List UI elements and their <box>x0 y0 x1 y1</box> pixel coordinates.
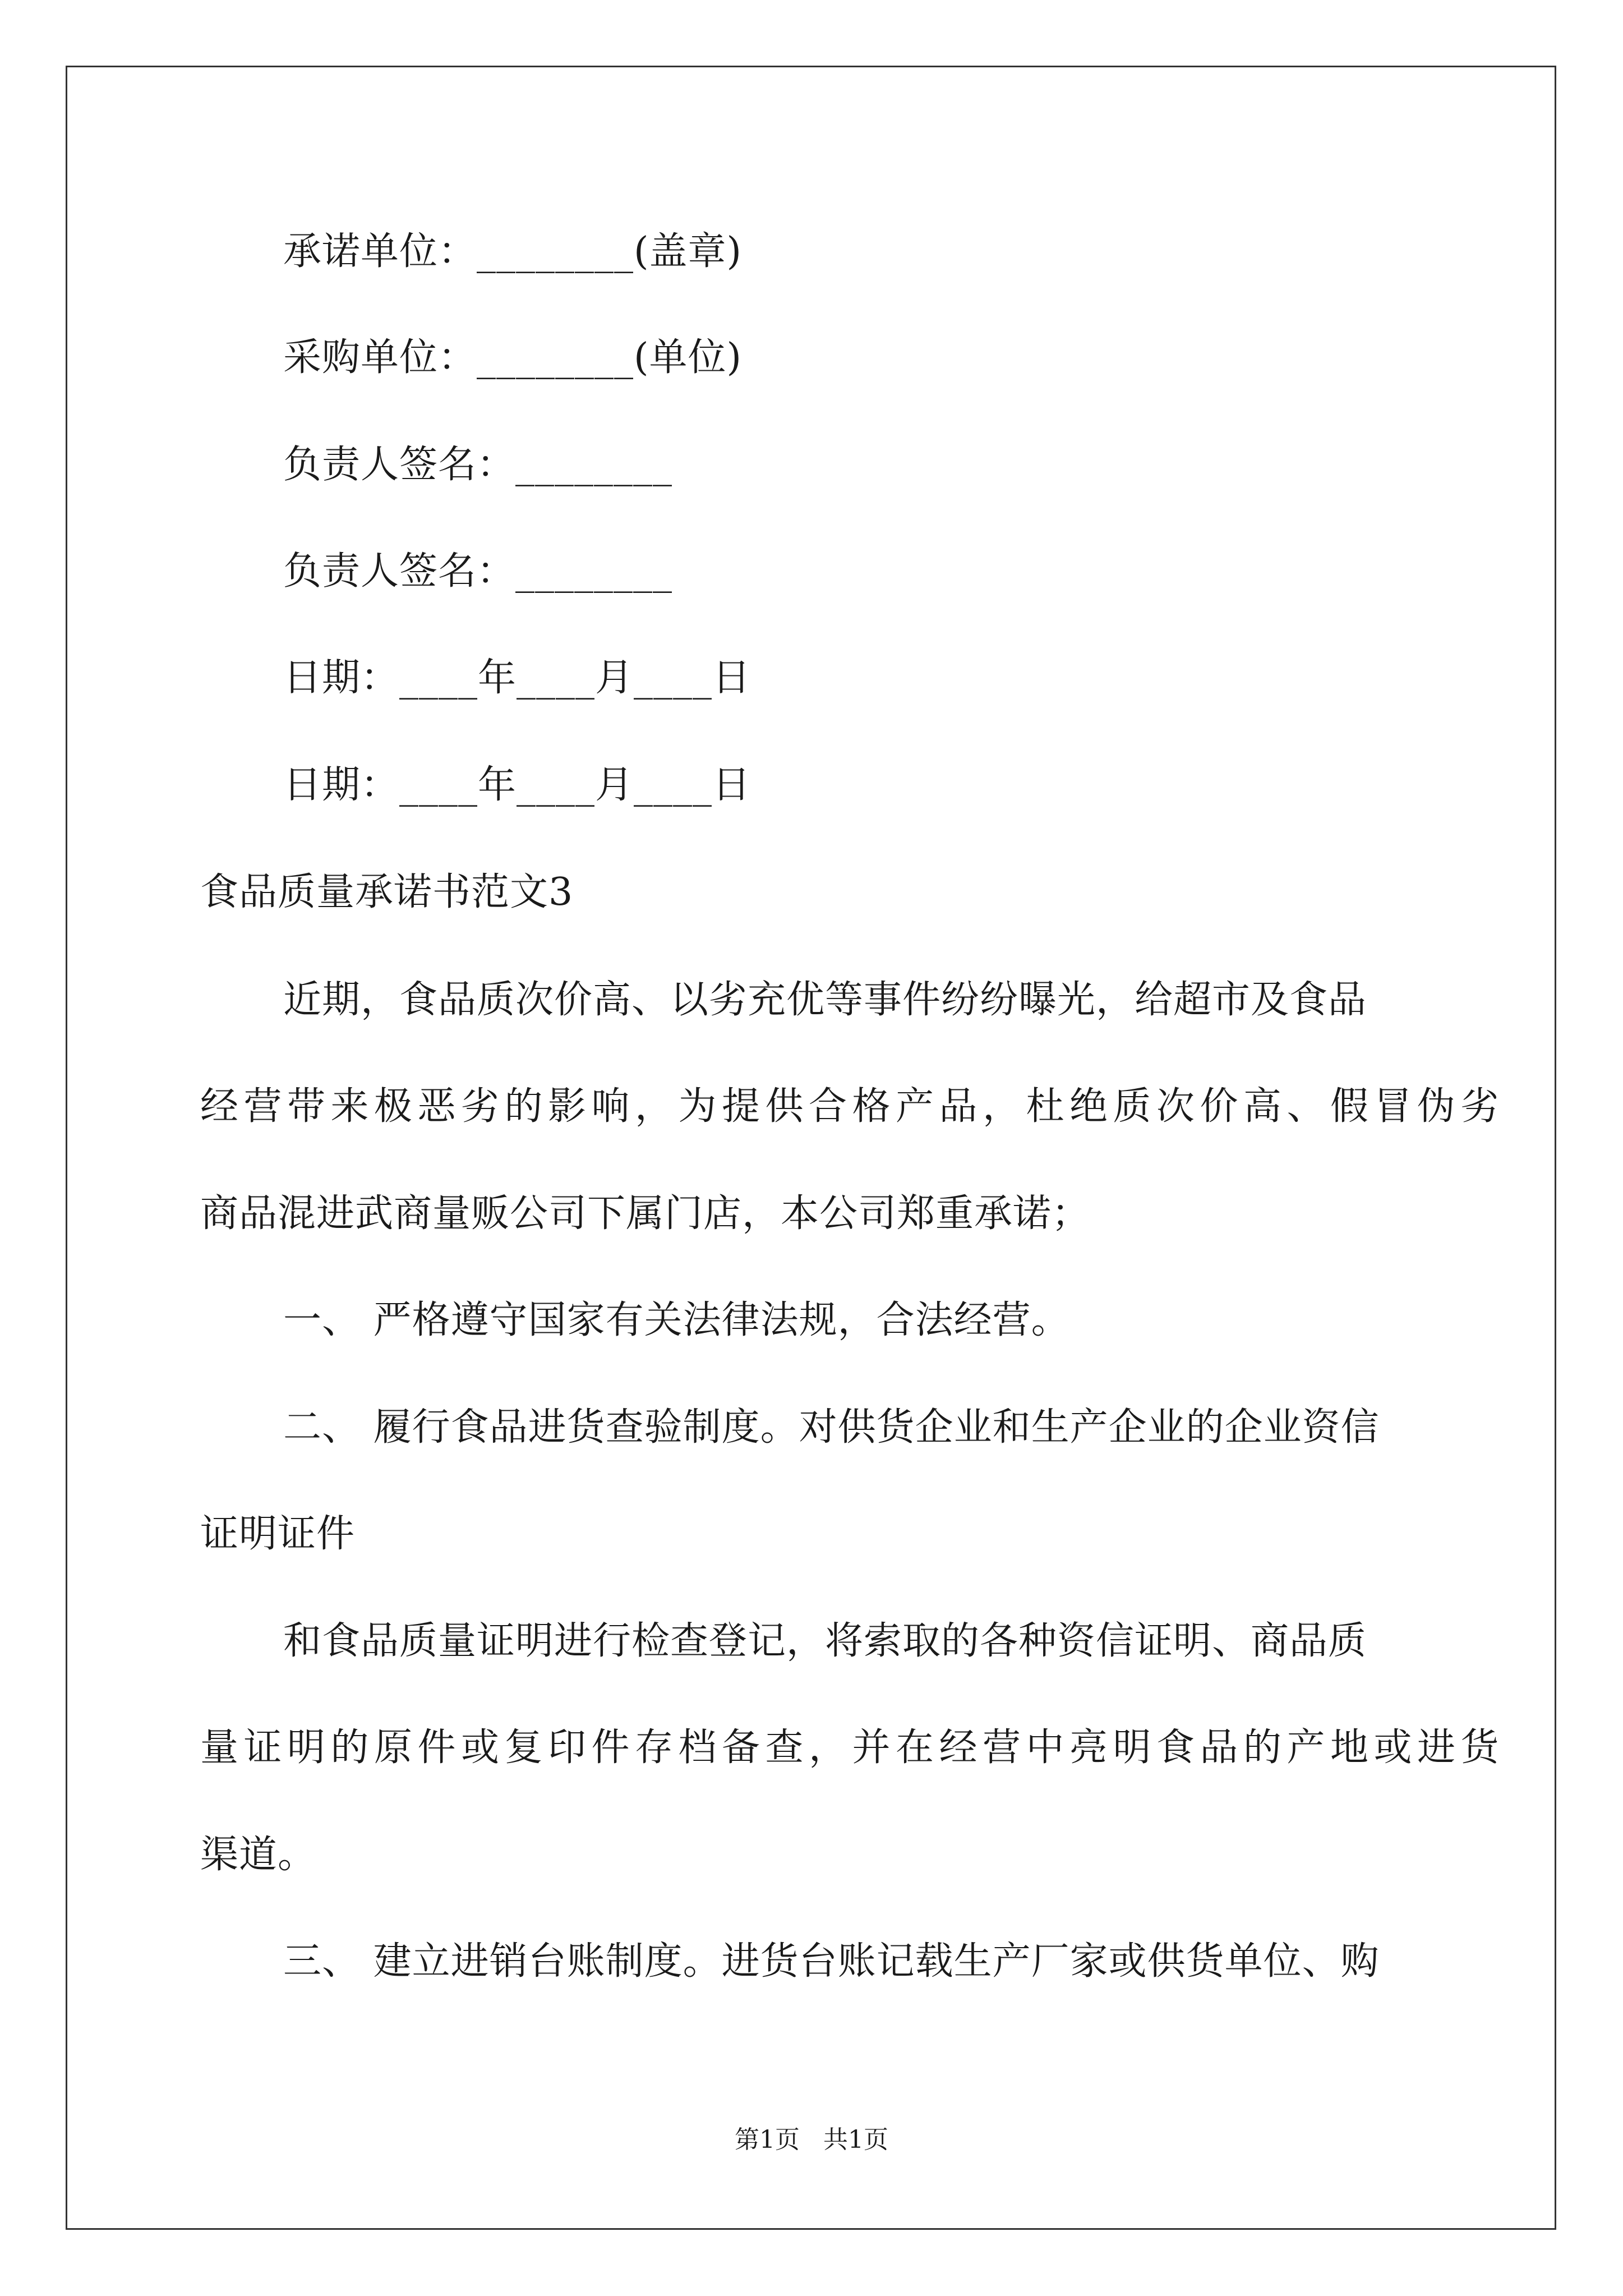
section-heading: 食品质量承诺书范文3 <box>200 870 574 914</box>
paragraph-line: 经营带来极恶劣的影响，为提供合格产品，杜绝质次价高、假冒伪劣 <box>200 1084 1505 1129</box>
paragraph-line: 证明证件 <box>200 1512 356 1556</box>
date-line: 日期：____年____月____日 <box>283 656 751 700</box>
clause-three: 三、 建立进销台账制度。进货台账记载生产厂家或供货单位、购 <box>283 1939 1380 1984</box>
promise-unit-line: 承诺单位：________(盖章) <box>283 229 743 274</box>
purchase-unit-line: 采购单位：________(单位) <box>283 335 743 380</box>
paragraph-line: 近期，食品质次价高、以劣充优等事件纷纷曝光，给超市及食品 <box>283 978 1367 1022</box>
signature-line: 负责人签名：________ <box>283 443 673 487</box>
clause-two: 二、 履行食品进货查验制度。对供货企业和生产企业的企业资信 <box>283 1405 1380 1450</box>
paragraph-line: 量证明的原件或复印件存档备查，并在经营中亮明食品的产地或进货 <box>200 1726 1505 1770</box>
paragraph-line: 商品混进武商量贩公司下属门店，本公司郑重承诺； <box>200 1191 1091 1236</box>
paragraph-line: 和食品质量证明进行检查登记，将索取的各种资信证明、商品质 <box>283 1619 1367 1663</box>
page-number-footer: 第1页 共1页 <box>735 2125 888 2154</box>
paragraph-line: 渠道。 <box>200 1833 317 1877</box>
clause-one: 一、 严格遵守国家有关法律法规，合法经营。 <box>283 1298 1070 1342</box>
page-frame <box>66 66 1556 2230</box>
date-line: 日期：____年____月____日 <box>283 763 751 807</box>
signature-line: 负责人签名：________ <box>283 549 673 593</box>
